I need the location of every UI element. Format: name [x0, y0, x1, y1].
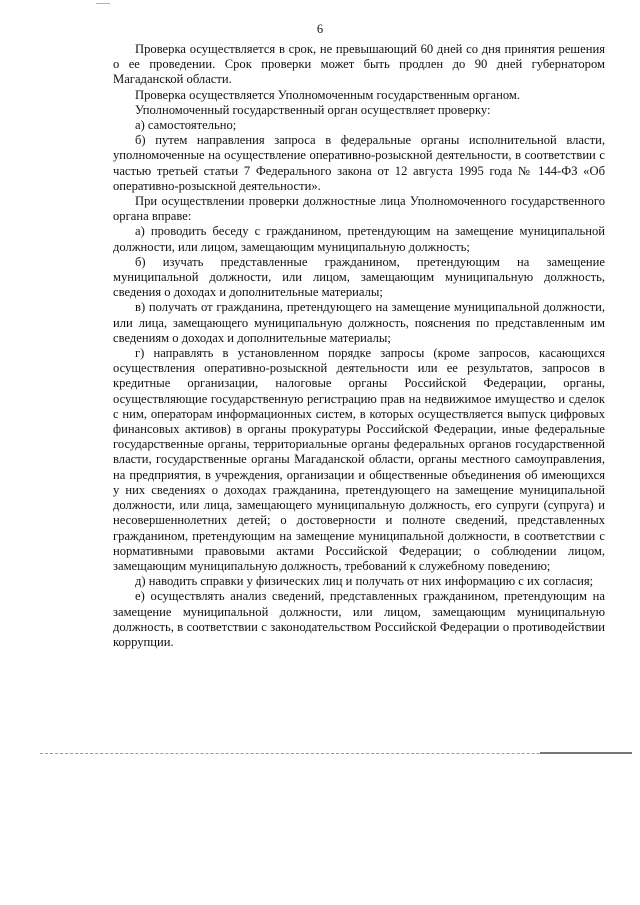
- paragraph-right-a: а) проводить беседу с гражданином, претендующим на замещение муниципальной должности, или лицом, замещающим муниципальную должность;: [113, 224, 605, 254]
- page-divider-accent: [540, 752, 632, 754]
- paragraph-check-term: Проверка осуществляется в срок, не превышающий 60 дней со дня принятия решения о ее проведении. Срок проверки может быть продлен до 90 дней губернатором Магаданской области.: [113, 42, 605, 87]
- paragraph-check-authority: Проверка осуществляется Уполномоченным государственным органом.: [135, 87, 521, 102]
- page-number: 6: [316, 22, 324, 36]
- paragraph-right-e: е) осуществлять анализ сведений, представленных гражданином, претендующим на замещение муниципальной должности, или лицом, замещающим муниципальную должность, в соответствии с законодательством Российской Федерации о противодействии коррупции.: [113, 589, 605, 649]
- paragraph-right-b: б) изучать представленные гражданином, претендующим на замещение муниципальной должности, или лицом, замещающим муниципальную должность, сведения о доходах и дополнительные материалы;: [113, 254, 605, 300]
- paragraph-check-methods-intro: Уполномоченный государственный орган осуществляет проверку:: [135, 102, 491, 117]
- paragraph-right-d: д) наводить справки у физических лиц и получать от них информацию с их согласия;: [135, 574, 594, 589]
- scan-artifact: [96, 3, 110, 4]
- document-body: [113, 42, 605, 650]
- paragraph-right-v: в) получать от гражданина, претендующего на замещение муниципальной должности, или лица, замещающего муниципальную должность, пояснения по представленным им сведениям о доходах и дополнительные материалы;: [113, 300, 605, 345]
- paragraph-rights-intro: При осуществлении проверки должностные лица Уполномоченного государственного органа вправе:: [113, 194, 605, 224]
- paragraph-method-b: б) путем направления запроса в федеральные органы исполнительной власти, уполномоченные на осуществление оперативно-розыскной деятельности, в соответствии с частью третьей статьи 7 Федерального закона от 12 августа 1995 года № 144-ФЗ «Об оперативно-розыскной деятельности».: [113, 133, 605, 193]
- paragraph-method-a: а) самостоятельно;: [135, 118, 237, 133]
- paragraph-right-g: г) направлять в установленном порядке запросы (кроме запросов, касающихся осуществления оперативно-розыскной деятельности или ее результатов, запросов в кредитные организации, налоговые органы Российской Федерации, органы, осуществляющие государственную регистрацию прав на недвижимое имущество и сделок с ним, операторам информационных систем, в которых осуществляется выпуск цифровых финансовых активов) в органы прокуратуры Российской Федерации, иные федеральные государственные органы, территориальные органы федеральных органов государственной власти, государственные органы Магаданской области, органы местного самоуправления, на предприятия, в учреждения, организации и общественные объединения об имеющихся у них сведениях о доходах гражданина, претендующего на замещение муниципальной должности, или лица, замещающего муниципальную должность, его супруги (супруга) и несовершеннолетних детей; о достоверности и полноте сведений, представленных гражданином, претендующим на замещение муниципальной должности, в соответствии с нормативными правовыми актами Российской Федерации; о соблюдении лицом, замещающим муниципальную должность, требований к служебному поведению;: [113, 346, 605, 573]
